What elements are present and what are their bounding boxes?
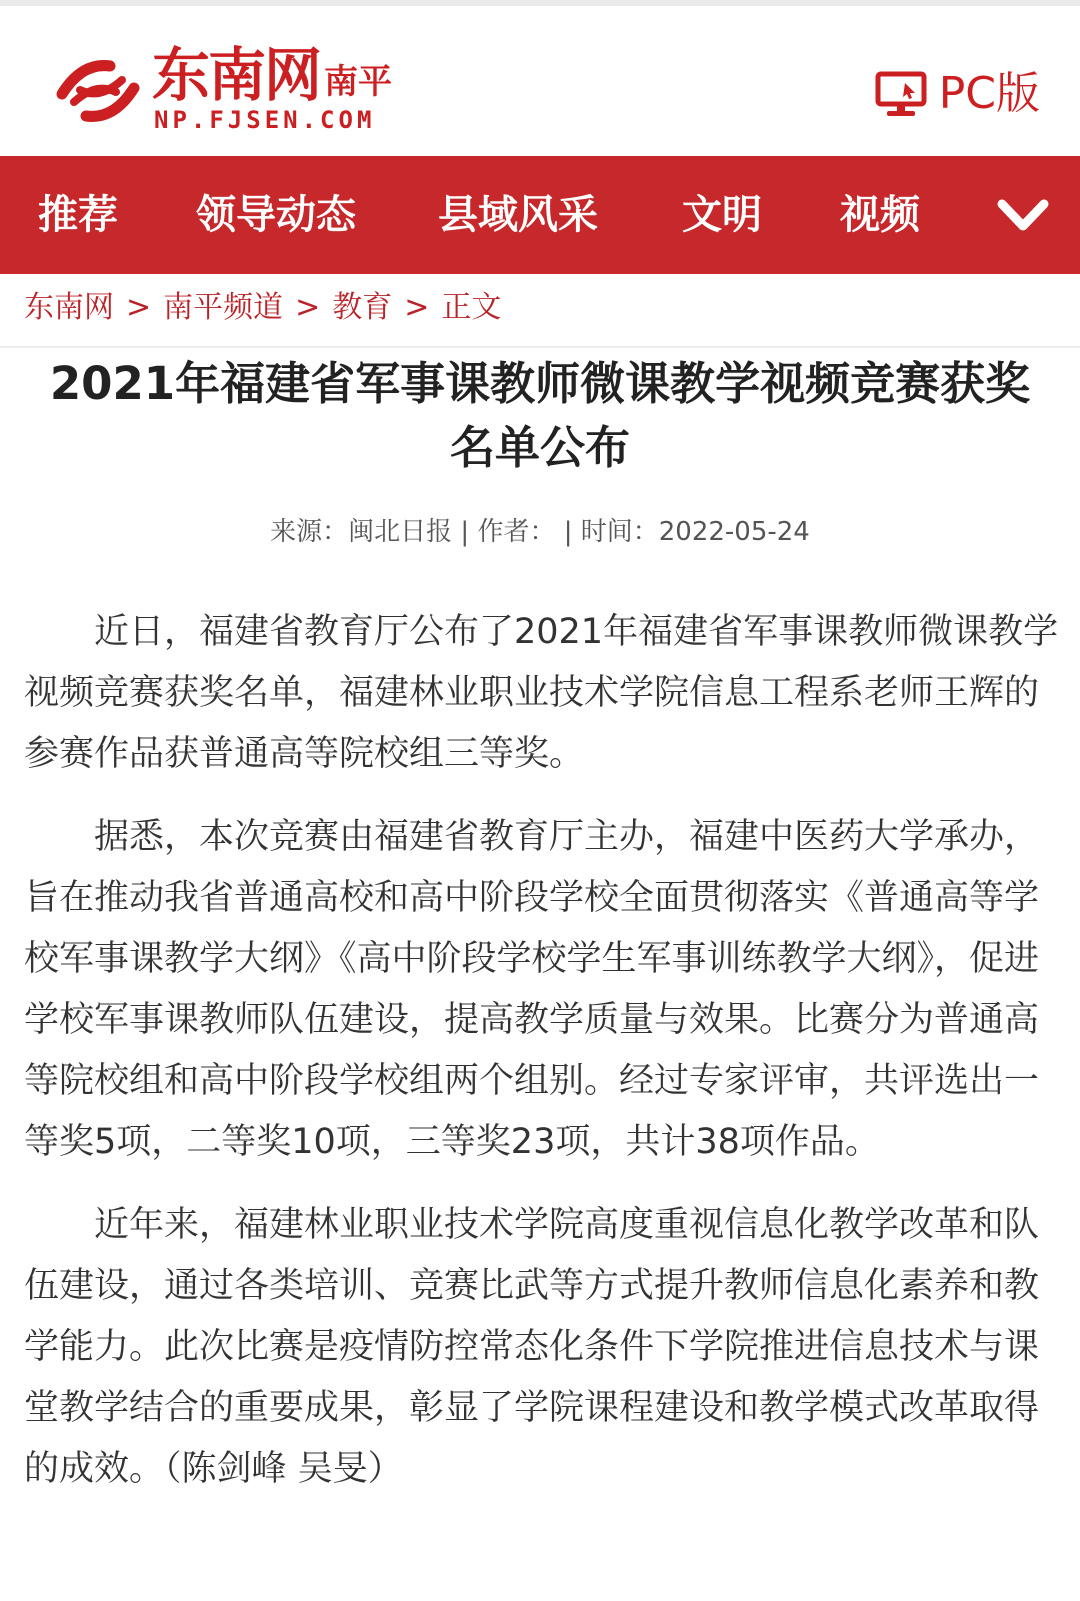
breadcrumb-channel[interactable]: 南平频道	[163, 290, 284, 325]
nav-item-recommend[interactable]: 推荐	[38, 192, 118, 238]
article-title-line: 2021年福建省军事课教师微课教学视频竞赛获奖	[49, 357, 1031, 410]
pc-version-link[interactable]	[875, 66, 1040, 122]
pc-version-label: PC版	[938, 68, 1040, 119]
breadcrumb	[24, 286, 501, 330]
breadcrumb-separator: >	[126, 290, 152, 325]
article-title-line: 名单公布	[449, 421, 630, 474]
chevron-down-icon[interactable]	[996, 190, 1050, 240]
article-paragraph: 近日，福建省教育厅公布了2021年福建省军事课教师微课教学视频竞赛获奖名单，福建林业职业技术学院信息工程系老师王辉的参赛作品获普通高等院校组三等奖。	[24, 612, 1059, 774]
site-header	[0, 6, 1080, 156]
breadcrumb-education[interactable]: 教育	[332, 290, 393, 325]
breadcrumb-home[interactable]: 东南网	[24, 290, 114, 325]
article-paragraph: 近年来，福建林业职业技术学院高度重视信息化教学改革和队伍建设，通过各类培训、竞赛比武等方式提升教师信息化素养和教学能力。此次比赛是疫情防控常态化条件下学院推进信息技术与课堂教学结合的重要成果，彰显了学院课程建设和教学模式改革取得的成效。（陈剑峰 吴旻）	[24, 1205, 1040, 1489]
article-body	[24, 602, 1060, 1522]
divider	[0, 346, 1080, 348]
monitor-icon	[875, 71, 927, 117]
nav-item-leadership[interactable]: 领导动态	[196, 192, 356, 238]
article-title	[0, 352, 1080, 480]
channel-nav	[0, 156, 1080, 274]
logo-city: 南平	[324, 62, 392, 102]
breadcrumb-separator: >	[295, 290, 321, 325]
logo-name: 东南网	[152, 41, 321, 109]
logo-domain: NP.FJSEN.COM	[154, 106, 376, 134]
site-logo[interactable]	[52, 41, 452, 139]
article-paragraph: 据悉，本次竞赛由福建省教育厅主办，福建中医药大学承办，旨在推动我省普通高校和高中阶段学校全面贯彻落实《普通高等学校军事课教学大纲》《高中阶段学校学生军事训练教学大纲》，促进学校军事课教师队伍建设，提高教学质量与效果。比赛分为普通高等院校组和高中阶段学校组两个组别。经过专家评审，共评选出一等奖5项，二等奖10项，三等奖23项，共计38项作品。	[24, 817, 1040, 1162]
breadcrumb-separator: >	[404, 290, 430, 325]
nav-item-video[interactable]: 视频	[840, 192, 920, 238]
nav-item-county[interactable]: 县域风采	[438, 192, 598, 238]
article-meta: 来源：闽北日报 | 作者： | 时间：2022-05-24	[270, 517, 810, 547]
nav-item-civilization[interactable]: 文明	[682, 192, 762, 238]
breadcrumb-current[interactable]: 正文	[441, 290, 502, 325]
fjsen-logo-icon	[52, 48, 144, 134]
